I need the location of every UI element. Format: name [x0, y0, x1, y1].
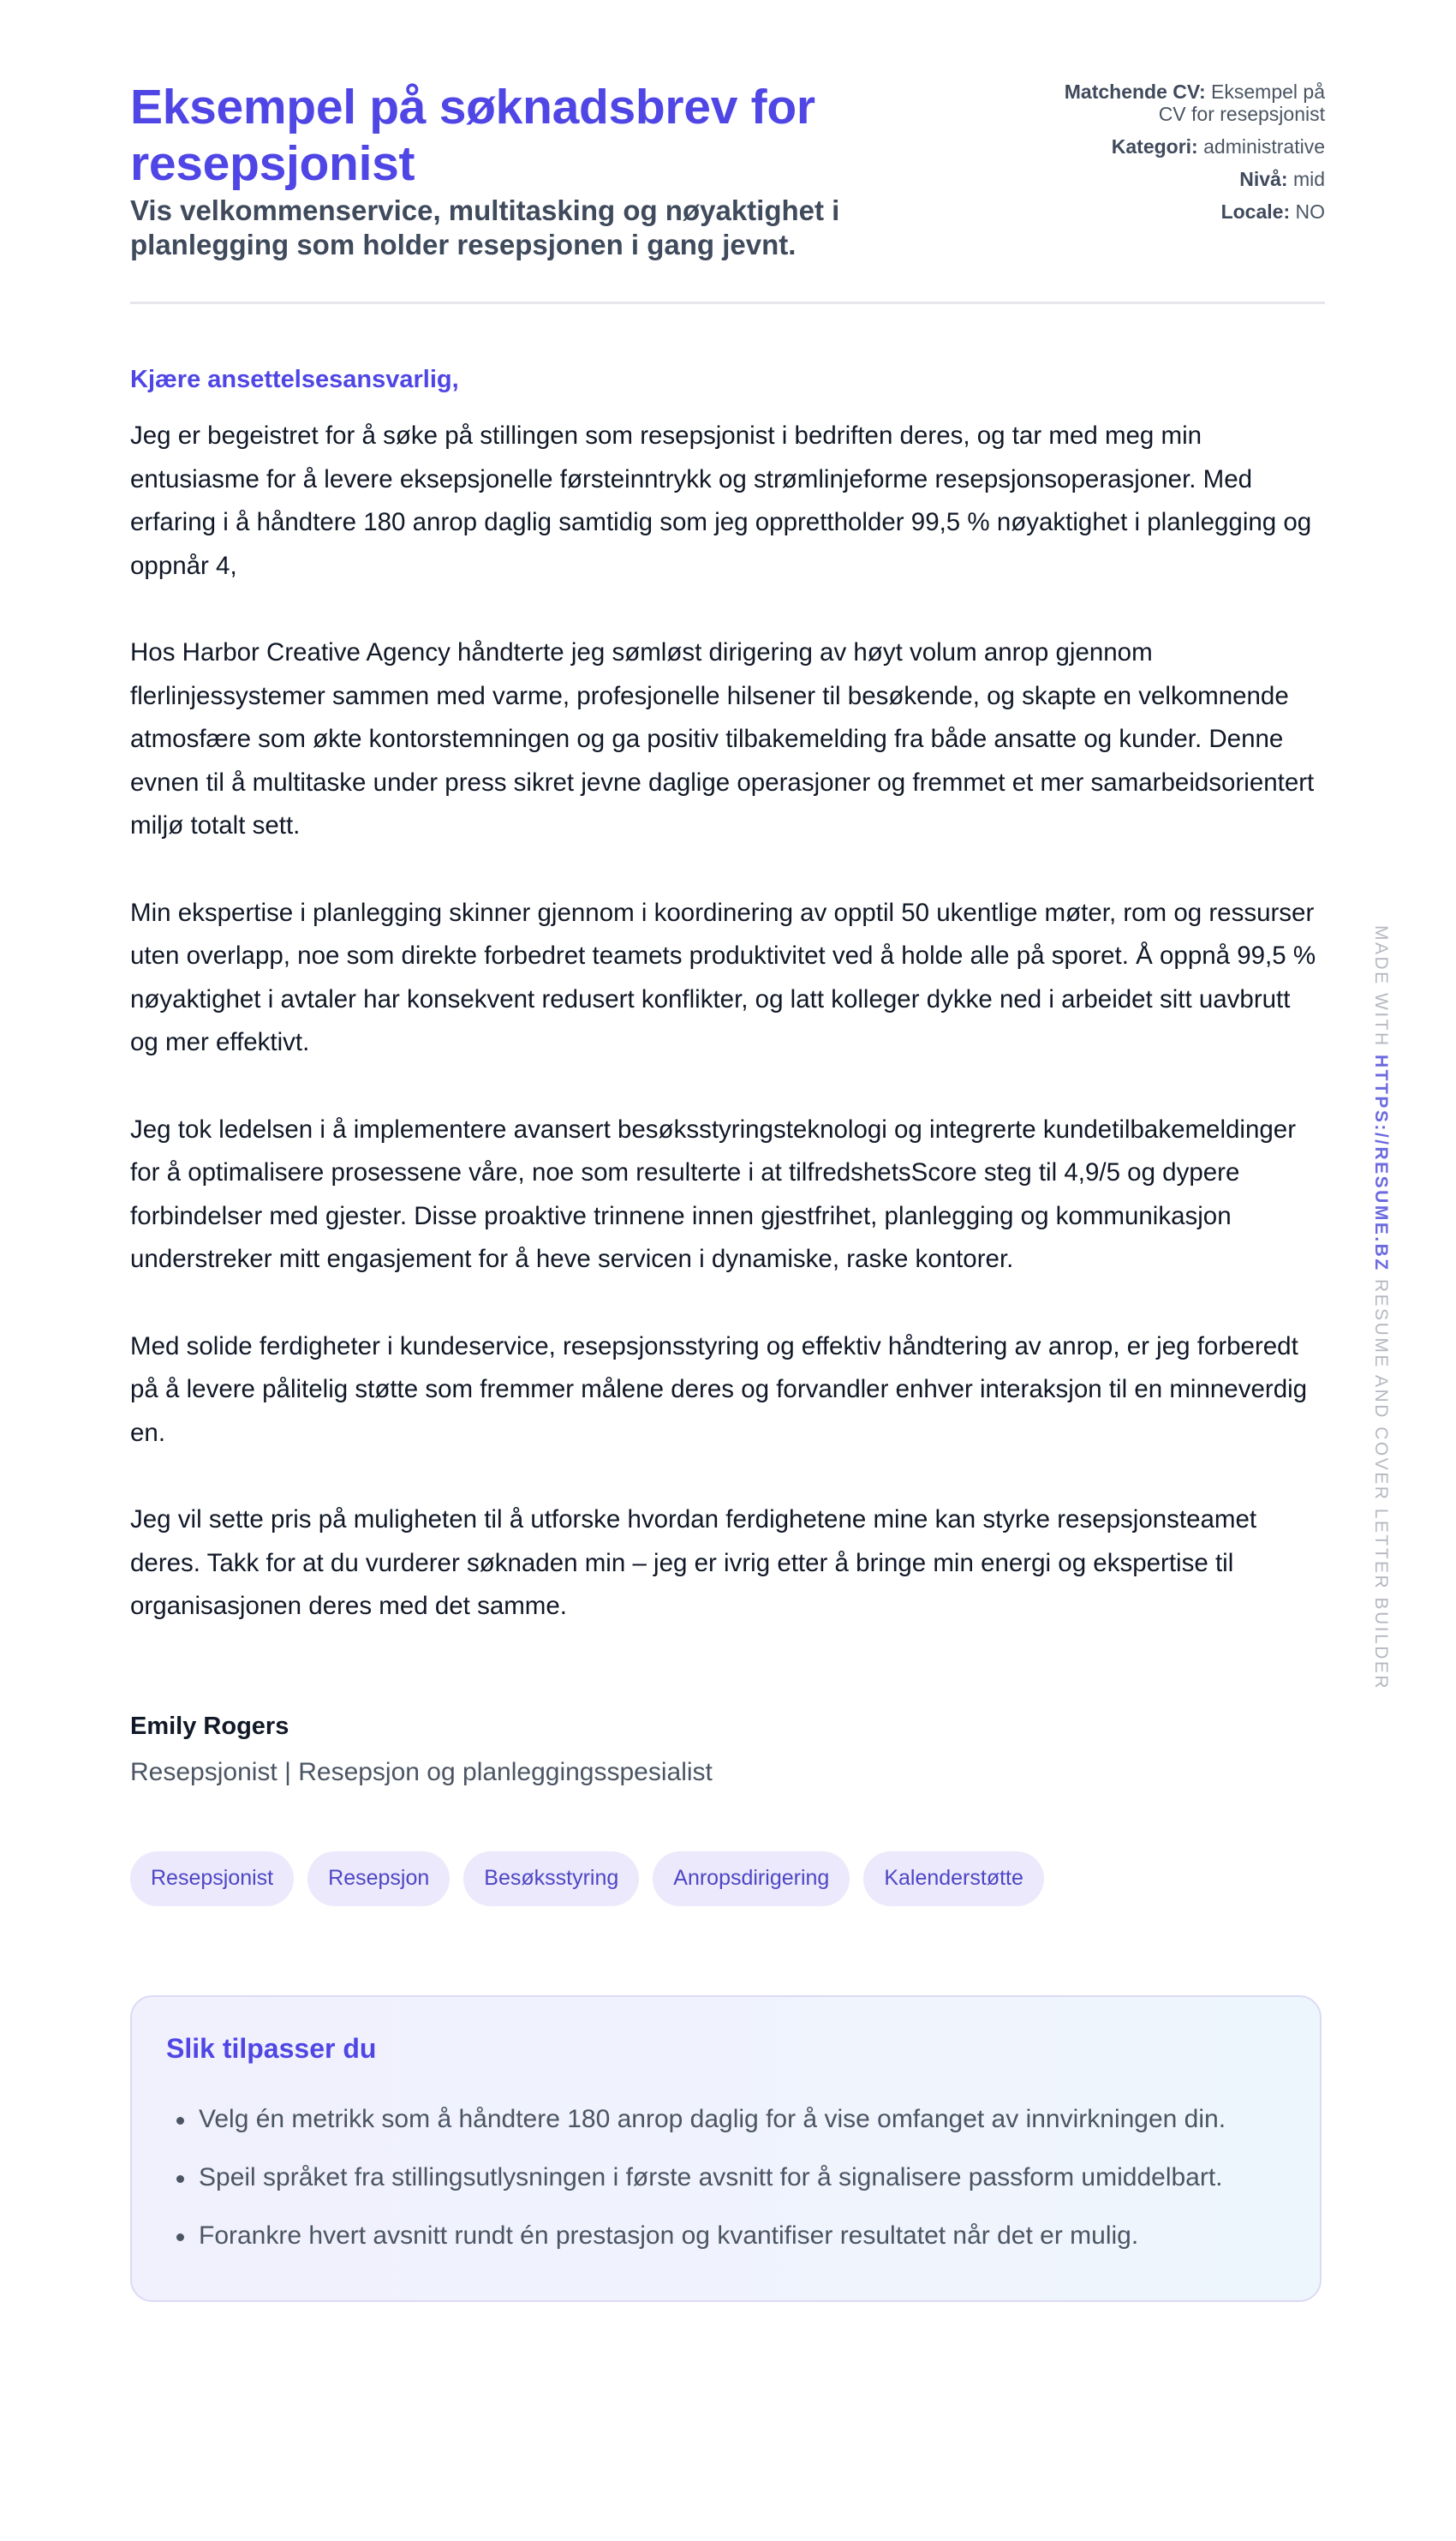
page-subtitle: Vis velkommenservice, multitasking og nøyaktighet i planlegging som holder resepsjonen i gang jevnt.	[130, 194, 840, 260]
meta-level	[1051, 168, 1325, 190]
tips-list	[166, 2098, 1286, 2257]
tag-chip[interactable]: Besøksstyring	[463, 1851, 639, 1906]
tag-list	[130, 1851, 1325, 1906]
meta-category	[1051, 135, 1325, 158]
letter-greeting: Kjære ansettelsesansvarlig,	[130, 366, 459, 393]
tips-title: Slik tilpasser du	[166, 2032, 377, 2064]
page-header	[130, 79, 1325, 262]
page-title: Eksempel på søknadsbrev for resepsjonist	[130, 80, 815, 191]
letter-signature	[130, 1711, 1325, 1788]
tips-item: Speil språket fra stillingsutlysningen i første avsnitt for å signalisere passform umiddelbart.	[199, 2156, 1286, 2199]
letter-paragraph: Min ekspertise i planlegging skinner gjennom i koordinering av opptil 50 ukentlige møter, rom og ressurser uten overlapp, noe som direkte forbedret teamets produktivitet ved å holde alle på sporet. Å oppnå 99,5 % nøyaktighet i avtaler har konsekvent redusert konflikter, og latt kolleger dykke ned i arbeidet sitt uavbrutt og mer effektivt.	[130, 898, 1316, 1056]
tag-chip[interactable]: Kalenderstøtte	[863, 1851, 1044, 1906]
meta-value: administrative	[1203, 135, 1325, 158]
meta-info	[1051, 79, 1325, 233]
title-block	[130, 79, 927, 262]
tips-item: Velg én metrikk som å håndtere 180 anrop daglig for å vise omfanget av innvirkningen din.	[199, 2098, 1286, 2141]
meta-value: mid	[1292, 168, 1325, 190]
meta-value: NO	[1295, 200, 1325, 223]
meta-value: Eksempel på CV for resepsjonist	[1158, 81, 1325, 125]
meta-key: Nivå:	[1239, 168, 1288, 190]
header-divider	[130, 302, 1325, 304]
meta-locale	[1051, 200, 1325, 223]
meta-key: Kategori:	[1111, 135, 1198, 158]
side-credit	[1370, 925, 1391, 1690]
cover-letter-page	[130, 79, 1325, 2302]
tag-chip[interactable]: Resepsjonist	[130, 1851, 294, 1906]
meta-matching-cv	[1051, 81, 1325, 125]
credit-link[interactable]: HTTPS://RESUME.BZ	[1371, 1055, 1391, 1272]
letter-paragraph: Jeg er begeistret for å søke på stillingen som resepsjonist i bedriften deres, og tar med meg min entusiasme for å levere eksepsjonelle førsteinntrykk og strømlinjeforme resepsjonsoperasjoner. Med erfaring i å håndtere 180 anrop daglig samtidig som jeg opprettholder 99,5 % nøyaktighet i planlegging og oppnår 4,	[130, 422, 1312, 580]
letter-body	[130, 415, 1325, 1629]
letter-paragraph: Hos Harbor Creative Agency håndterte jeg sømløst dirigering av høyt volum anrop gjennom flerlinjessystemer sammen med varme, profesjonelle hilsener til besøkende, og skapte en velkomnende atmosfære som økte kontorstemningen og ga positiv tilbakemelding fra både ansatte og kunder. Denne evnen til å multitaske under press sikret jevne daglige operasjoner og fremmet et mer samarbeidsorientert miljø totalt sett.	[130, 638, 1315, 840]
tips-item: Forankre hvert avsnitt rundt én prestasjon og kvantifiser resultatet når det er mulig.	[199, 2215, 1286, 2257]
signature-name: Emily Rogers	[130, 1712, 289, 1740]
tag-chip[interactable]: Anropsdirigering	[653, 1851, 850, 1906]
letter-paragraph: Med solide ferdigheter i kundeservice, resepsjonsstyring og effektiv håndtering av anrop, er jeg forberedt på å levere pålitelig støtte som fremmer målene deres og forvandler enhver interaksjon til en minneverdig en.	[130, 1331, 1308, 1447]
meta-key: Matchende CV:	[1064, 81, 1206, 103]
tips-card	[130, 1995, 1322, 2302]
tag-chip[interactable]: Resepsjon	[307, 1851, 450, 1906]
letter-paragraph: Jeg tok ledelsen i å implementere avansert besøksstyringsteknologi og integrerte kundetilbakemeldinger for å optimalisere prosessene våre, noe som resulterte i at tilfredshetsScore steg til 4,9/5 og dypere forbindelser med gjester. Disse proaktive trinnene innen gjestfrihet, planlegging og kommunikasjon understreker mitt engasjement for å heve servicen i dynamiske, raske kontorer.	[130, 1115, 1297, 1273]
meta-key: Locale:	[1220, 200, 1291, 223]
letter-paragraph: Jeg vil sette pris på muligheten til å utforske hvordan ferdighetene mine kan styrke resepsjonsteamet deres. Takk for at du vurderer søknaden min – jeg er ivrig etter å bringe min energi og ekspertise til organisasjonen deres med det samme.	[130, 1505, 1257, 1620]
signature-title: Resepsjonist | Resepsjon og planleggingsspesialist	[130, 1757, 713, 1786]
credit-prefix: MADE WITH	[1371, 925, 1391, 1055]
credit-suffix: RESUME AND COVER LETTER BUILDER	[1371, 1271, 1391, 1691]
